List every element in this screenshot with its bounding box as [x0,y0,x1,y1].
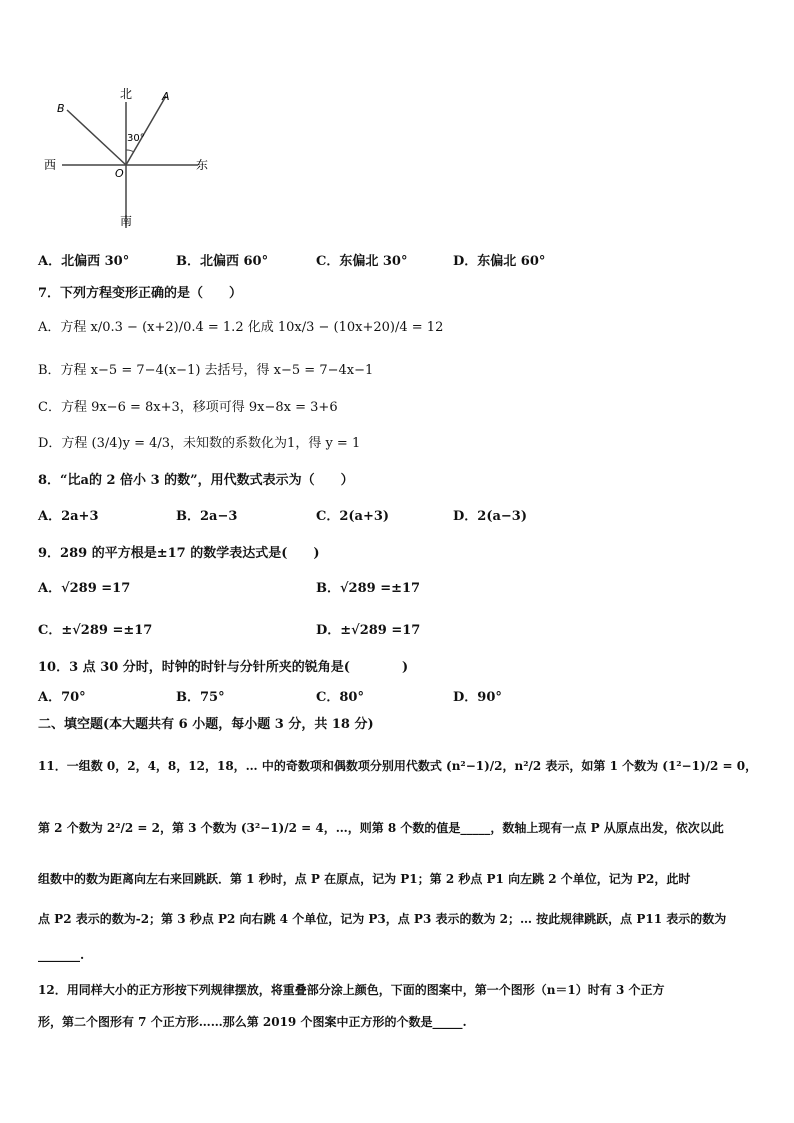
q7-option-d: D．方程 (3/4)y = 4/3，未知数的系数化为1，得 y = 1 [38,436,361,451]
q9-stem: 9．289 的平方根是±17 的数学表达式是( ) [38,546,320,561]
q8-option-c: C．2(a+3) [316,509,390,524]
q8-option-a: A．2a+3 [38,509,99,524]
angle-arc [126,150,134,152]
q8-stem: 8．“比a的 2 倍小 3 的数”，用代数式表示为（ ） [38,473,354,488]
q6-option-d: D．东偏北 60° [453,254,546,269]
q9-option-c: C．±√289 =±17 [38,623,153,638]
label-origin: O [115,167,124,180]
label-a: A [162,90,170,103]
q7-option-c: C．方程 9x−6 = 8x+3，移项可得 9x−8x = 3+6 [38,400,338,415]
label-angle: 30° [127,133,145,144]
q9-option-d: D．±√289 =17 [316,623,421,638]
q6-option-a: A．北偏西 30° [38,254,130,269]
q12-line-1: 12．用同样大小的正方形按下列规律摆放，将重叠部分涂上颜色，下面的图案中，第一个图形（n＝1）时有 3 个正方 [38,983,665,997]
q11-line-3: 组数中的数为距离向左右来回跳跃．第 1 秒时，点 P 在原点，记为 P1；第 2 秒点 P1 向左跳 2 个单位，记为 P2，此时 [38,872,691,886]
ray-ob [67,110,126,165]
q11-line-1: 11．一组数 0，2，4，8，12，18，… 中的奇数项和偶数项分别用代数式 (n²−1)/2，n²/2 表示，如第 1 个数为 (1²−1)/2 = 0， [38,759,758,773]
q10-option-b: B．75° [176,690,225,705]
label-west: 西 [44,158,57,172]
label-east: 东 [196,158,209,172]
q8-option-b: B．2a−3 [176,509,238,524]
label-north: 北 [120,87,133,101]
q6-option-c: C．东偏北 30° [316,254,408,269]
q11-line-5: _______. [38,948,85,962]
q9-option-a: A．√289 =17 [38,581,131,596]
q10-option-a: A．70° [38,690,86,705]
q9-option-b: B．√289 =±17 [316,581,421,596]
q7-option-b: B．方程 x−5 = 7−4(x−1) 去括号，得 x−5 = 7−4x−1 [38,363,374,378]
q11-line-4: 点 P2 表示的数为-2；第 3 秒点 P2 向右跳 4 个单位，记为 P3，点 P3 表示的数为 2；… 按此规律跳跃，点 P11 表示的数为 [38,912,727,926]
label-south: 南 [120,214,133,228]
section-2-heading: 二、填空题(本大题共有 6 小题，每小题 3 分，共 18 分) [38,717,374,732]
q10-option-c: C．80° [316,690,364,705]
q6-option-b: B．北偏西 60° [176,254,269,269]
label-b: B [57,102,65,115]
q12-line-2: 形，第二个图形有 7 个正方形……那么第 2019 个图案中正方形的个数是_____. [38,1015,467,1029]
direction-diagram [30,80,230,230]
ray-oa [126,96,166,165]
q7-stem: 7．下列方程变形正确的是（ ） [38,286,243,301]
q11-line-2: 第 2 个数为 2²/2 = 2，第 3 个数为 (3²−1)/2 = 4，…，则第 8 个数的值是_____，数轴上现有一点 P 从原点出发，依次以此 [38,821,724,835]
q8-option-d: D．2(a−3) [453,509,527,524]
q10-stem: 10．3 点 30 分时，时钟的时针与分针所夹的锐角是( ) [38,660,409,675]
q7-option-a: A．方程 x/0.3 − (x+2)/0.4 = 1.2 化成 10x/3 − (10x+20)/4 = 12 [38,320,444,335]
q10-option-d: D．90° [453,690,502,705]
